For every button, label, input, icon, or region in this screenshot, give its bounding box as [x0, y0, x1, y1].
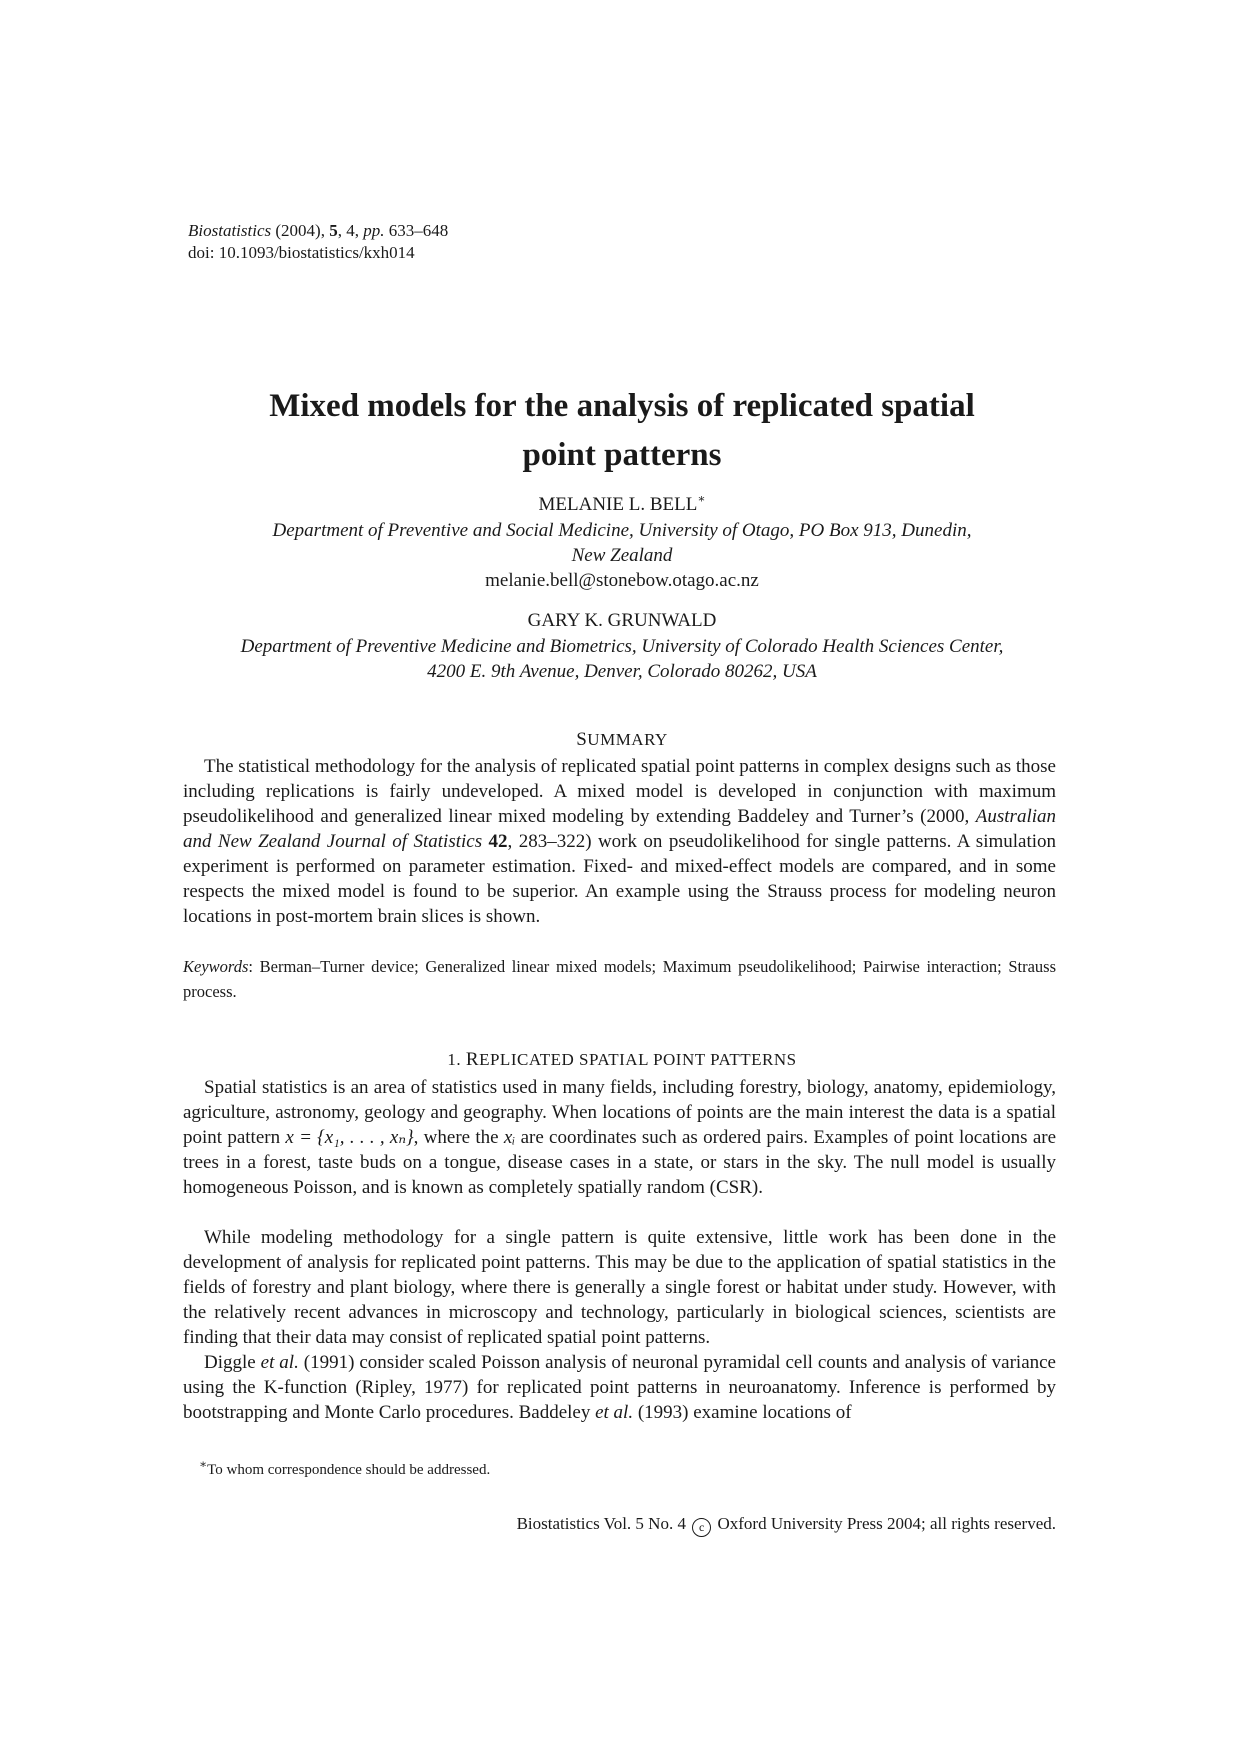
footnote-text: To whom correspondence should be addressed. — [207, 1462, 491, 1478]
para-3-part-c: (1993) examine locations of — [633, 1402, 852, 1423]
title-line-2: point patterns — [522, 437, 722, 473]
section-1-paragraph-1 — [183, 1075, 1056, 1200]
author-2-affiliation — [188, 634, 1056, 684]
summary-heading — [188, 729, 1056, 751]
section-1-heading-initial: R — [465, 1049, 480, 1070]
section-1-heading — [188, 1049, 1056, 1071]
copyright-icon: c — [692, 1518, 711, 1537]
keywords-text: : Berman–Turner device; Generalized linear mixed models; Maximum pseudolikelihood; Pairwise interaction; Strauss process. — [183, 957, 1056, 1001]
page-footer — [517, 1513, 1056, 1537]
journal-pages: 633–648 — [388, 221, 449, 240]
section-1-heading-rest: EPLICATED SPATIAL POINT PATTERNS — [479, 1050, 797, 1069]
para-3-etal-1: et al. — [260, 1352, 299, 1373]
para-1-mid: , where the — [413, 1127, 504, 1148]
summary-part-2: , 283–322) work on pseudolikelihood for single patterns. A simulation experiment is performed on parameter estimation. Fixed- and mixed-effect models are compared, and in some respects the mixed model is found to be superior. An example using the Strauss process for modeling neuron locations in post-mortem brain slices is shown. — [183, 831, 1057, 927]
keywords-label: Keywords — [183, 957, 249, 976]
author-1 — [188, 492, 1056, 517]
journal-volume: 5 — [329, 221, 338, 240]
journal-year: (2004), — [275, 221, 325, 240]
summary-journal-ref: Australian and New Zealand Journal of Statistics — [183, 806, 1056, 852]
author-1-affil-line-2: New Zealand — [571, 545, 673, 566]
author-2-name: GARY K. GRUNWALD — [527, 610, 717, 631]
doi: doi: 10.1093/biostatistics/kxh014 — [188, 243, 415, 262]
summary-heading-rest: UMMARY — [587, 730, 668, 749]
summary-text — [183, 754, 1056, 929]
author-1-affiliation — [188, 518, 1056, 568]
journal-name: Biostatistics — [188, 221, 272, 240]
author-2-affil-line-1: Department of Preventive Medicine and Biometrics, University of Colorado Health Sciences Center, — [240, 636, 1004, 657]
journal-issue: , 4, — [337, 221, 359, 240]
author-2-affil-line-2: 4200 E. 9th Avenue, Denver, Colorado 80262, USA — [427, 661, 817, 682]
author-1-email[interactable]: melanie.bell@stonebow.otago.ac.nz — [485, 570, 759, 591]
para-1-part-b: are coordinates such as ordered pairs. Examples of point locations are trees in a forest, taste buds on a tongue, disease cases in a state, or stars in the sky. The null model is usually homogeneous Poisson, and is known as completely spatially random (CSR). — [183, 1127, 1057, 1198]
paper-title — [188, 382, 1056, 480]
footer-journal: Biostatistics Vol. 5 No. 4 — [516, 1514, 686, 1533]
journal-citation — [188, 220, 448, 264]
footnote — [199, 1457, 491, 1480]
para-3-part-b: (1991) consider scaled Poisson analysis of neuronal pyramidal cell counts and analysis of variance using the K-function (Ripley, 1977) for replicated point patterns in neuroanatomy. Inference is performed by bootstrapping and Monte Carlo procedures. Baddeley — [183, 1352, 1056, 1423]
summary-heading-initial: S — [576, 729, 588, 750]
footer-rights: Oxford University Press 2004; all rights reserved. — [717, 1514, 1056, 1533]
section-1-paragraph-3 — [183, 1350, 1056, 1425]
coordinate-symbol: xᵢ — [503, 1127, 516, 1148]
pages-label: pp. — [363, 221, 385, 240]
author-1-name: MELANIE L. BELL — [538, 494, 698, 515]
para-3-etal-2: et al. — [595, 1402, 634, 1423]
para-1-part-a: Spatial statistics is an area of statistics used in many fields, including forestry, biology, anatomy, epidemiology, agriculture, astronomy, geology and geography. When locations of points are the main interest the data is a spatial point pattern — [183, 1077, 1056, 1148]
citation-line — [188, 220, 448, 242]
keywords — [183, 954, 1056, 1004]
author-1-mark: ∗ — [697, 491, 706, 506]
point-pattern-formula: x = {x₁, . . . , xₙ} — [285, 1127, 414, 1148]
para-3-part-a: Diggle — [204, 1352, 261, 1373]
title-line-1: Mixed models for the analysis of replicated spatial — [269, 388, 975, 424]
section-1-paragraph-2: While modeling methodology for a single pattern is quite extensive, little work has been done in the development of analysis for replicated point patterns. This may be due to the application of spatial statistics in the fields of forestry and plant biology, where there is generally a single forest or habitat under study. However, with the relatively recent advances in microscopy and technology, particularly in biological sciences, scientists are finding that their data may consist of replicated spatial point patterns. — [183, 1227, 1056, 1348]
author-1-affil-line-1: Department of Preventive and Social Medicine, University of Otago, PO Box 913, Dunedin, — [272, 520, 972, 541]
footnote-mark: ∗ — [199, 1457, 208, 1471]
summary-part-1: The statistical methodology for the analysis of replicated spatial point patterns in complex designs such as those including replications is fairly undeveloped. A mixed model is developed in conjunction with maximum pseudolikelihood and generalized linear mixed modeling by extending Baddeley and Turner’s (2000, — [183, 756, 1056, 827]
summary-volume-ref: 42 — [488, 831, 508, 852]
section-1-number: 1. — [447, 1050, 462, 1069]
